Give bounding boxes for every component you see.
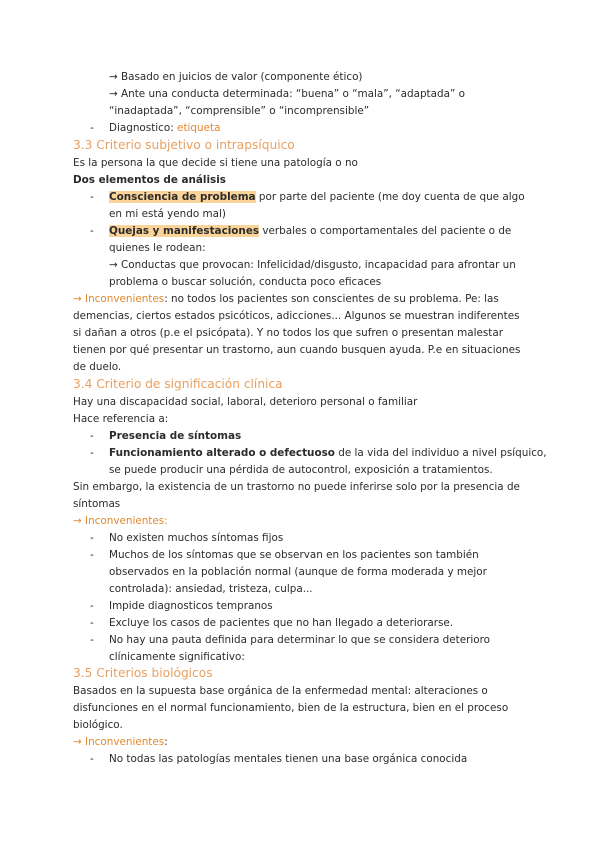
section-heading-3-3: 3.3 Criterio subjetivo o intrapsíquico <box>73 138 295 152</box>
list-item: Presencia de síntomas <box>109 430 242 442</box>
highlight-text: Quejas y manifestaciones <box>109 225 260 237</box>
bold-text: Funcionamiento alterado o defectuoso <box>109 447 335 459</box>
bullet-dash: - <box>90 634 94 646</box>
text-line: observados en la población normal (aunque de forma moderada y mejor <box>109 566 487 578</box>
bullet-dash: - <box>90 430 94 442</box>
text-line: si dañan a otros (p.e el psicópata). Y no todos los que sufren o presentan malestar <box>73 327 504 339</box>
section-heading-3-5: 3.5 Criterios biológicos <box>73 666 213 680</box>
text-line: demencias, ciertos estados psicóticos, adicciones... Algunos se muestran indiferentes <box>73 310 520 322</box>
text-line <box>73 734 168 751</box>
text-line: → Ante una conducta determinada: “buena” o “mala”, “adaptada” o <box>109 88 466 100</box>
text-line: Es la persona la que decide si tiene una patología o no <box>73 157 358 169</box>
diagnostic-label: Diagnostico: <box>109 122 178 134</box>
text-line: Sin embargo, la existencia de un trastorno no puede inferirse solo por la presencia de <box>73 481 520 493</box>
highlight-text: Consciencia de problema <box>109 191 256 203</box>
text-line: tienen por qué presentar un trastorno, aun cuando busquen ayuda. P.e en situaciones <box>73 344 521 356</box>
list-item: Excluye los casos de pacientes que no han llegado a deteriorarse. <box>109 617 454 629</box>
text-span: verbales o comportamentales del paciente o de <box>259 225 512 237</box>
list-item <box>109 189 525 206</box>
text-line: disfunciones en el normal funcionamiento, bien de la estructura, bien en el proceso <box>73 702 509 714</box>
text-line: controlada): ansiedad, tristeza, culpa... <box>109 583 313 595</box>
text-line: en mi está yendo mal) <box>109 208 226 220</box>
diagnostic-value: etiqueta <box>177 122 221 134</box>
bullet-dash: - <box>90 122 94 134</box>
inconvenientes-label: → Inconvenientes <box>73 736 165 748</box>
text-span: por parte del paciente (me doy cuenta de que algo <box>255 191 525 203</box>
bullet-dash: - <box>90 225 94 237</box>
list-item: No todas las patologías mentales tienen una base orgánica conocida <box>109 753 468 765</box>
inconvenientes-label: → Inconvenientes <box>73 293 165 305</box>
text-line: quienes le rodean: <box>109 242 206 254</box>
list-item <box>109 223 511 240</box>
list-item: No existen muchos síntomas fijos <box>109 532 284 544</box>
bullet-dash: - <box>90 447 94 459</box>
text-span: : no todos los pacientes son conscientes de su problema. Pe: las <box>164 293 499 305</box>
text-line: síntomas <box>73 498 121 510</box>
text-line: “inadaptada”, “comprensible” o “incomprensible” <box>109 105 370 117</box>
text-line: biológico. <box>73 719 123 731</box>
text-span: : <box>164 736 168 748</box>
list-item <box>109 445 547 462</box>
text-line: Hace referencia a: <box>73 413 169 425</box>
text-line: problema o buscar solución, conducta poco eficaces <box>109 276 382 288</box>
text-line: Basados en la supuesta base orgánica de la enfermedad mental: alteraciones o <box>73 685 488 697</box>
bullet-dash: - <box>90 617 94 629</box>
text-line: → Basado en juicios de valor (componente ético) <box>109 71 363 83</box>
text-line: → Conductas que provocan: Infelicidad/disgusto, incapacidad para afrontar un <box>109 259 516 271</box>
bullet-dash: - <box>90 600 94 612</box>
section-heading-3-4: 3.4 Criterio de significación clínica <box>73 377 283 391</box>
bold-label: Dos elementos de análisis <box>73 174 226 186</box>
bullet-dash: - <box>90 549 94 561</box>
list-item: Impide diagnosticos tempranos <box>109 600 273 612</box>
text-span: de la vida del individuo a nivel psíquico, <box>334 447 547 459</box>
bullet-dash: - <box>90 532 94 544</box>
text-line <box>73 291 499 308</box>
text-line: Hay una discapacidad social, laboral, deterioro personal o familiar <box>73 396 418 408</box>
inconvenientes-label: → Inconvenientes: <box>73 515 168 527</box>
list-item <box>109 120 220 137</box>
bullet-dash: - <box>90 753 94 765</box>
text-line: de duelo. <box>73 361 122 373</box>
list-item: Muchos de los síntomas que se observan en los pacientes son también <box>109 549 479 561</box>
text-line: se puede producir una pérdida de autocontrol, exposición a tratamientos. <box>109 464 493 476</box>
bullet-dash: - <box>90 191 94 203</box>
text-line: clínicamente significativo: <box>109 651 245 663</box>
list-item: No hay una pauta definida para determinar lo que se considera deterioro <box>109 634 491 646</box>
